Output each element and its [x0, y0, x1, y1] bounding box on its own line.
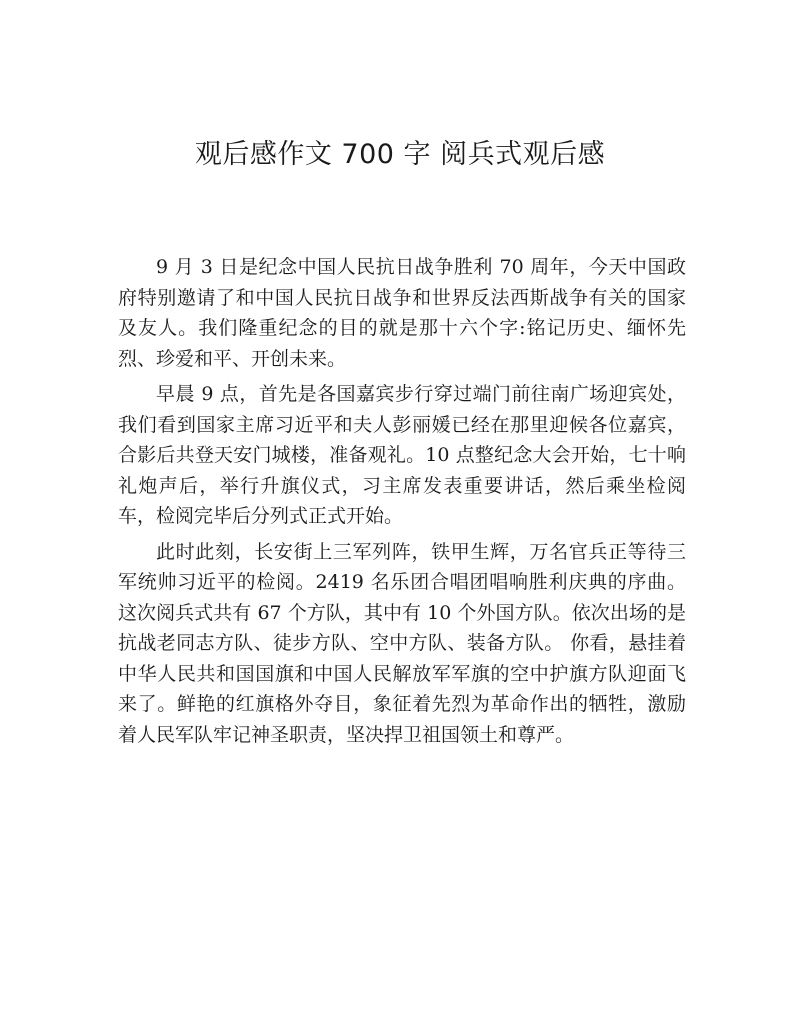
document-title: 观后感作文 700 字 阅兵式观后感 — [194, 139, 606, 170]
document-body — [118, 252, 686, 755]
paragraph-3: 此时此刻，长安街上三军列阵，铁甲生辉，万名官兵正等待三军统帅习近平的检阅。2419 名乐团合唱团唱响胜利庆典的序曲。 这次阅兵式共有 67 个方队，其中有 10 个外国方队。依次出场的是抗战老同志方队、徒步方队、空中方队、装备方队。 你看，悬挂着中华人民共和国国旗和中国人民解放军军旗的空中护旗方队迎面飞来了。鲜艳的红旗格外夺目，象征着先烈为革命作出的牺牲，激励着人民军队牢记神圣职责，坚决捍卫祖国领土和尊严。 — [118, 540, 686, 746]
paragraph-2: 早晨 9 点，首先是各国嘉宾步行穿过端门前往南广场迎宾处，我们看到国家主席习近平和夫人彭丽媛已经在那里迎候各位嘉宾，合影后共登天安门城楼，准备观礼。10 点整纪念大会开始，七十响礼炮声后，举行升旗仪式，习主席发表重要讲话，然后乘坐检阅车，检阅完毕后分列式正式开始。 — [118, 383, 686, 527]
paragraph-1: 9 月 3 日是纪念中国人民抗日战争胜利 70 周年，今天中国政府特别邀请了和中国人民抗日战争和世界反法西斯战争有关的国家及友人。我们隆重纪念的目的就是那十六个字:铭记历史、缅怀先烈、珍爱和平、开创未来。 — [118, 256, 686, 370]
